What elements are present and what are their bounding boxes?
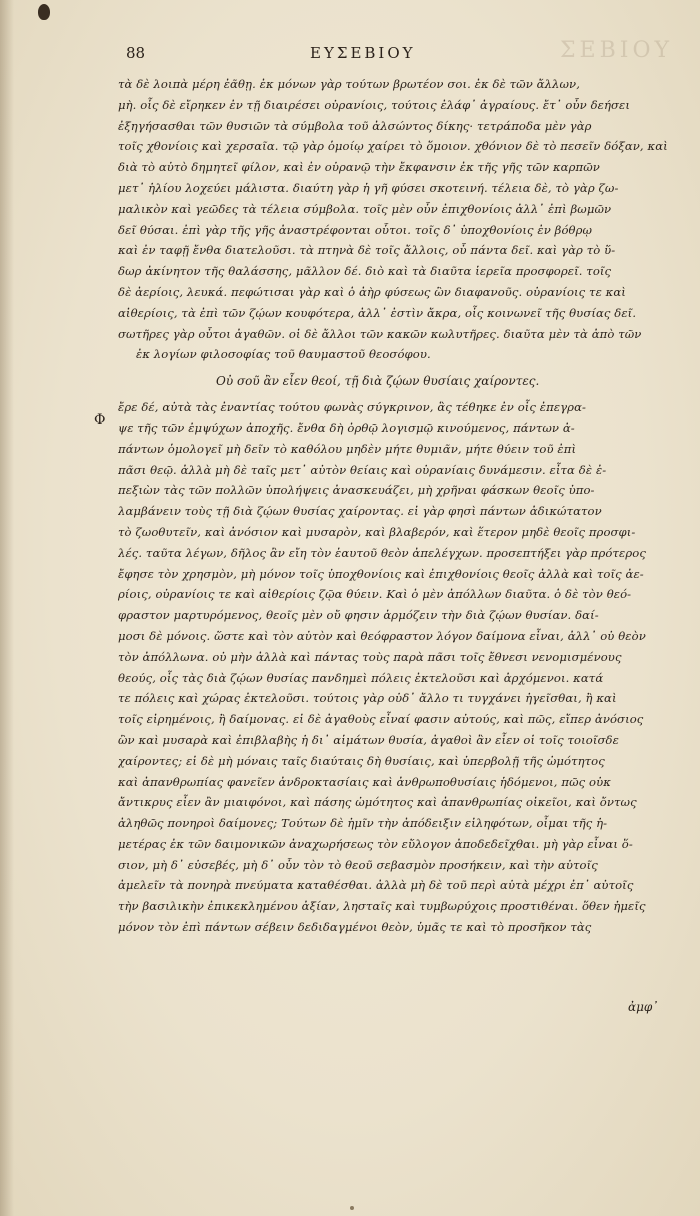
text-line: πεξιὼν τὰς τῶν πολλῶν ὑπολήψεις ἀνασκευάζει, μὴ χρῆναι φάσκων θεοῖς ὑπο- — [118, 483, 595, 498]
text-line: δωρ ἀκίνητον τῆς θαλάσσης, μᾶλλον δέ. διὸ καὶ τὰ διαῦτα ἱερεῖα προσφορεῖ. τοῖς — [118, 264, 612, 279]
spine-shadow — [0, 0, 14, 1216]
text-line: μετ᾽ ἡλίου λοχεύει μάλιστα. διαύτη γὰρ ἡ γῆ φύσει σκοτεινή. τέλεια δὲ, τὸ γὰρ ζω- — [118, 180, 619, 195]
bleed-through: ΣΕΒΙΟΥ — [560, 38, 674, 63]
text-line: μετέρας ἐκ τῶν δαιμονικῶν ἀναχωρήσεως τὸν εὔλογον ἀποδεδεῖχθαι. μὴ γὰρ εἶναι ὅ- — [118, 836, 633, 851]
text-line: τὰ δὲ λοιπὰ μέρη ἐᾶθῃ. ἐκ μόνων γὰρ τούτων βρωτέον σοι. ἐκ δὲ τῶν ἄλλων, — [118, 77, 580, 91]
ink-blot — [38, 4, 50, 20]
text-line: ἀληθῶς πονηροὶ δαίμονες; Τούτων δὲ ἡμῖν τὴν ἀπόδειξιν εἰληφότων, οἶμαι τῆς ἡ- — [118, 816, 608, 831]
text-line: ἐξηγήσασθαι τῶν θυσιῶν τὰ σύμβολα τοῦ ἀλσώντος δίκης· τετράποδα μὲν γὰρ — [118, 118, 592, 133]
text-line: μὴ. οἷς δὲ εἴρηκεν ἐν τῇ διαιρέσει οὐρανίοις, τούτοις ἐλάφ᾽ ἀγραίους. ἔτ᾽ οὖν δεήσει — [118, 97, 630, 112]
text-line: σιον, μὴ δ᾽ εὐσεβές, μὴ δ᾽ οὖν τὸν τὸ θεοῦ σεβασμὸν προσήκειν, καὶ τὴν αὐτοῖς — [118, 857, 598, 872]
page-speck — [350, 1206, 354, 1210]
text-line: ρίοις, οὐρανίοις τε καὶ αἰθερίοις ζῷα θύειν. Καὶ ὁ μὲν ἀπόλλων διαῦτα. ὁ δὲ τὸν θεό- — [118, 587, 632, 602]
text-line: τὴν βασιλικὴν ἐπικεκλημένου ἀξίαν, λησταῖς καὶ τυμβωρύχοις προστιθέναι. ὅθεν ἡμεῖς — [118, 899, 646, 914]
text-line: σωτῆρες γὰρ οὗτοι ἀγαθῶν. οἱ δὲ ἄλλοι τῶν κακῶν κωλυτῆρες. διαῦτα μὲν τὰ ἀπὸ τῶν — [118, 326, 642, 341]
text-line: τὸ ζωοθυτεῖν, καὶ ἀνόσιον καὶ μυσαρὸν, καὶ βλαβερόν, καὶ ἕτερον μηδὲ θεοῖς προσφι- — [118, 524, 636, 539]
text-line: μόνον τὸν ἐπὶ πάντων σέβειν δεδιδαγμένοι θεὸν, ὑμᾶς τε καὶ τὸ προσῆκον τὰς — [118, 920, 592, 935]
text-line: μοσι δὲ μόνοις. ὥστε καὶ τὸν αὐτὸν καὶ θεόφραστον λόγον δαίμονα εἶναι, ἀλλ᾽ οὐ θεὸν — [118, 628, 646, 643]
text-line: φραστον μαρτυρόμενος, θεοῖς μὲν οὔ φησιν ἁρμόζειν τὴν διὰ ζῴων θυσίαν. δαί- — [118, 608, 599, 623]
text-line: ἐκ λογίων φιλοσοφίας τοῦ θαυμαστοῦ θεοσόφου. — [136, 347, 431, 362]
text-line: χαίροντες; εἰ δὲ μὴ μόναις ταῖς διαύταις δὴ θυσίαις, καὶ ὑπερβολῇ τῆς ὠμότητος — [118, 753, 605, 768]
catchword: ἀμφ᾽ — [628, 1000, 659, 1014]
text-line: δεῖ θύσαι. ἐπὶ γὰρ τῆς γῆς ἀναστρέφονται οὗτοι. τοῖς δ᾽ ὑποχθονίοις ἐν βόθρῳ — [118, 222, 593, 237]
text-line: καὶ ἐν ταφῇ ἔνθα διατελοῦσι. τὰ πτηνὰ δὲ τοῖς ἄλλοις, οὗ πάντα δεῖ. καὶ γὰρ τὸ ὕ- — [118, 243, 616, 258]
text-line: λές. ταῦτα λέγων, δῆλος ἂν εἴη τὸν ἑαυτοῦ θεὸν ἀπελέγχων. προσεπτήξει γὰρ πρότερος — [118, 545, 646, 560]
text-line: λαμβάνειν τοὺς τῇ διὰ ζῴων θυσίας χαίροντας. εἰ γὰρ φησὶ πάντων ἀδικώτατον — [118, 504, 602, 519]
section-heading: Οὐ σοῦ ἂν εἶεν θεοί, τῇ διὰ ζῴων θυσίαις χαίροντες. — [216, 374, 540, 389]
running-head: ΕΥΣΕΒΙΟΥ — [310, 44, 416, 62]
text-line: ἀμελεῖν τὰ πονηρὰ πνεύματα καταθέσθαι. ἀλλὰ μὴ δὲ τοῦ περὶ αὐτὰ μέχρι ἐπ᾽ αὐτοῖς — [118, 878, 634, 893]
text-line: τοῖς εἰρημένοις, ἢ δαίμονας. εἰ δὲ ἀγαθοὺς εἶναί φασιν αὐτούς, καὶ πῶς, εἴπερ ἀνόσιος — [118, 712, 644, 727]
text-line: τοῖς χθονίοις καὶ χερσαῖα. τῷ γὰρ ὁμοίῳ χαίρει τὸ ὅμοιον. χθόνιον δὲ τὸ πεσεῖν δόξαν, καὶ — [118, 139, 668, 154]
text-line: ἔρε δέ, αὐτὰ τὰς ἐναντίας τούτου φωνὰς σύγκρινον, ἃς τέθηκε ἐν οἷς ἐπεγρα- — [118, 400, 587, 415]
text-line: τε πόλεις καὶ χώρας ἐκτελοῦσι. τούτοις γὰρ οὐδ᾽ ἄλλο τι τυγχάνει ἡγεῖσθαι, ἢ καὶ — [118, 691, 617, 706]
text-line: ἔφησε τὸν χρησμὸν, μὴ μόνον τοῖς ὑποχθονίοις καὶ ἐπιχθονίοις θεοῖς ἀλλὰ καὶ τοῖς ἀε- — [118, 566, 644, 581]
text-line: ψε τῆς τῶν ἐμψύχων ἀποχῆς. ἔνθα δὴ ὀρθῷ λογισμῷ κινούμενος, πάντων ἀ- — [118, 420, 575, 435]
text-line: μαλικὸν καὶ γεῶδες τὰ τέλεια σύμβολα. τοῖς μὲν οὖν ἐπιχθονίοις ἀλλ᾽ ἐπὶ βωμῶν — [118, 201, 612, 216]
text-block — [118, 74, 678, 938]
paragraph-2 — [118, 397, 678, 938]
text-line: θεούς, οἷς τὰς διὰ ζῴων θυσίας πανδημεὶ πόλεις ἐκτελοῦσι καὶ ἀρχόμενοι. κατά — [118, 670, 604, 685]
text-line: καὶ ἀπανθρωπίας φανεῖεν ἀνδροκτασίαις καὶ ἀνθρωποθυσίαις ἡδόμενοι, πῶς οὐκ — [118, 774, 611, 789]
text-line: διὰ τὸ αὐτὸ δημητεῖ φίλον, καὶ ἐν οὐρανῷ τὴν ἔκφανσιν ἐκ τῆς γῆς τῶν καρπῶν — [118, 160, 600, 175]
text-line: δὲ ἀερίοις, λευκά. πεφώτισαι γὰρ καὶ ὁ ἀὴρ φύσεως ὢν διαφανοῦς. οὐρανίοις τε καὶ — [118, 284, 626, 299]
margin-mark: Φ — [94, 412, 106, 428]
paragraph-1 — [118, 74, 678, 365]
text-line: αἰθερίοις, τὰ ἐπὶ τῶν ζῴων κουφότερα, ἀλλ᾽ ἐστὶν ἄκρα, οἷς κοινωνεῖ τῆς θυσίας δεῖ. — [118, 305, 637, 320]
text-line: ὢν καὶ μυσαρὰ καὶ ἐπιβλαβὴς ἡ δι᾽ αἱμάτων θυσία, ἀγαθοὶ ἂν εἶεν οἱ τοῖς τοιοῖσδε — [118, 732, 619, 747]
text-line: τὸν ἀπόλλωνα. οὐ μὴν ἀλλὰ καὶ πάντας τοὺς παρὰ πᾶσι τοῖς ἔθνεσι νενομισμένους — [118, 649, 622, 664]
text-line: πᾶσι θεῷ. ἀλλὰ μὴ δὲ ταῖς μετ᾽ αὐτὸν θείαις καὶ οὐρανίαις δυνάμεσιν. εἶτα δὲ ἐ- — [118, 462, 607, 477]
text-line: πάντων ὁμολογεῖ μὴ δεῖν τὸ καθόλου μηδὲν μήτε θυμιᾶν, μήτε θύειν τοῦ ἐπὶ — [118, 441, 577, 456]
page-number: 88 — [126, 44, 146, 62]
text-line: ἄντικρυς εἶεν ἂν μιαιφόνοι, καὶ πάσης ὠμότητος καὶ ἀπανθρωπίας οἰκεῖοι, καὶ ὄντως — [118, 795, 637, 810]
